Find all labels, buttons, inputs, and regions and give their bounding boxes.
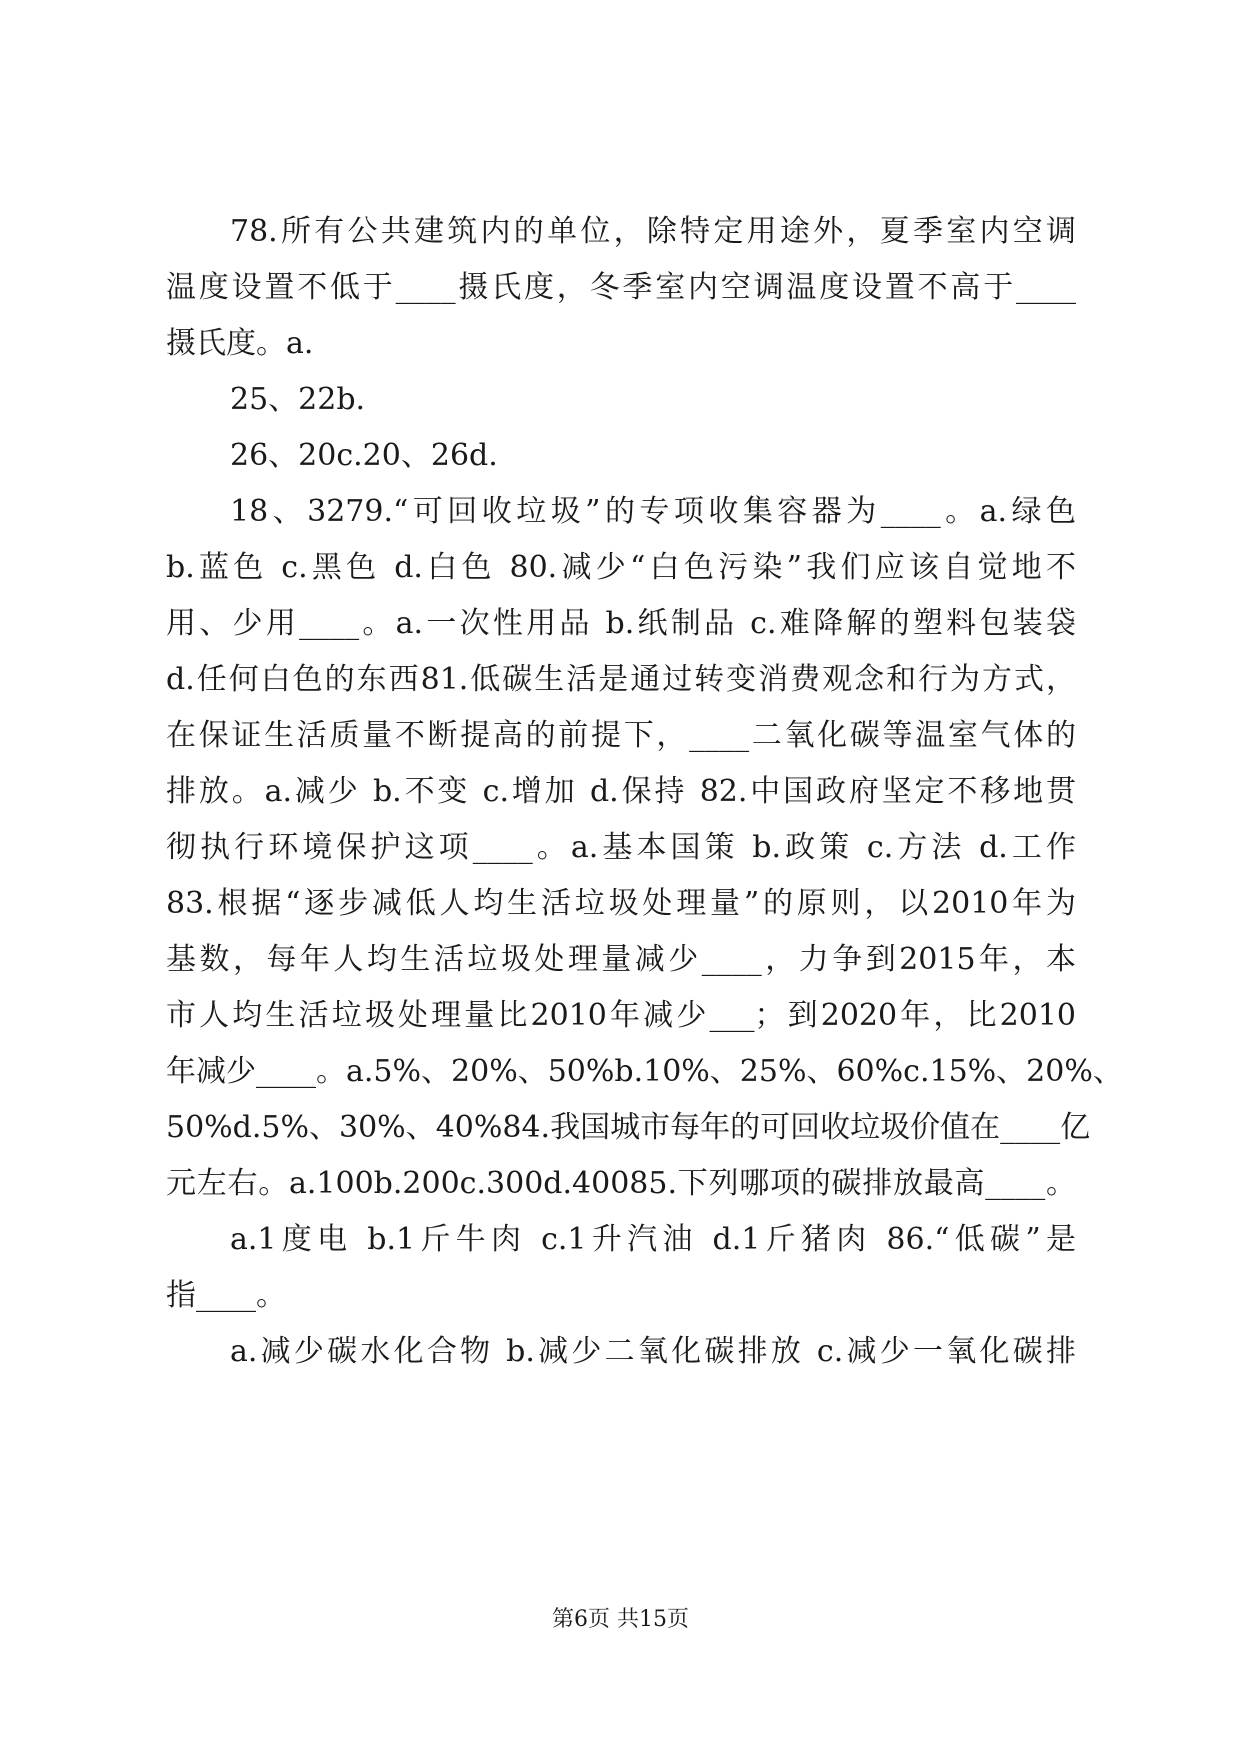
- paragraph-line: 50%d.5%、30%、40%84.我国城市每年的可回收垃圾价值在____亿: [166, 1110, 1091, 1145]
- paragraph-line: 在保证生活质量不断提高的前提下，____二氧化碳等温室气体的: [166, 718, 1076, 753]
- paragraph-line: 用、少用____。a.一次性用品 b.纸制品 c.难降解的塑料包装袋: [166, 606, 1076, 641]
- paragraph-line: 26、20c.20、26d.: [230, 438, 498, 473]
- paragraph-line: 指____。: [166, 1278, 286, 1313]
- paragraph-line: a.1度电 b.1斤牛肉 c.1升汽油 d.1斤猪肉 86.“低碳”是: [230, 1222, 1076, 1257]
- paragraph-line: d.任何白色的东西81.低碳生活是通过转变消费观念和行为方式，: [166, 662, 1076, 697]
- paragraph-line: 元左右。a.100b.200c.300d.40085.下列哪项的碳排放最高____。: [166, 1166, 1076, 1201]
- paragraph-line: 年减少____。a.5%、20%、50%b.10%、25%、60%c.15%、20%、: [166, 1054, 1123, 1089]
- paragraph-line: 18、3279.“可回收垃圾”的专项收集容器为____。a.绿色: [230, 494, 1076, 529]
- paragraph-line: 25、22b.: [230, 382, 366, 417]
- page-footer: 第6页 共15页: [552, 1607, 689, 1632]
- paragraph-line: 彻执行环境保护这项____。a.基本国策 b.政策 c.方法 d.工作: [166, 830, 1076, 865]
- paragraph-line: 摄氏度。a.: [166, 326, 314, 361]
- paragraph-line: 市人均生活垃圾处理量比2010年减少___；到2020年，比2010: [166, 998, 1076, 1033]
- paragraph-line: 温度设置不低于____摄氏度，冬季室内空调温度设置不高于____: [166, 270, 1076, 305]
- paragraph-line: 基数，每年人均生活垃圾处理量减少____，力争到2015年，本: [166, 942, 1076, 977]
- paragraph-line: 排放。a.减少 b.不变 c.增加 d.保持 82.中国政府坚定不移地贯: [166, 774, 1076, 809]
- paragraph-line: a.减少碳水化合物 b.减少二氧化碳排放 c.减少一氧化碳排: [230, 1334, 1076, 1369]
- paragraph-line: b.蓝色 c.黑色 d.白色 80.减少“白色污染”我们应该自觉地不: [166, 550, 1076, 585]
- paragraph-line: 83.根据“逐步减低人均生活垃圾处理量”的原则，以2010年为: [166, 886, 1076, 921]
- paragraph-line: 78.所有公共建筑内的单位，除特定用途外，夏季室内空调: [230, 214, 1076, 249]
